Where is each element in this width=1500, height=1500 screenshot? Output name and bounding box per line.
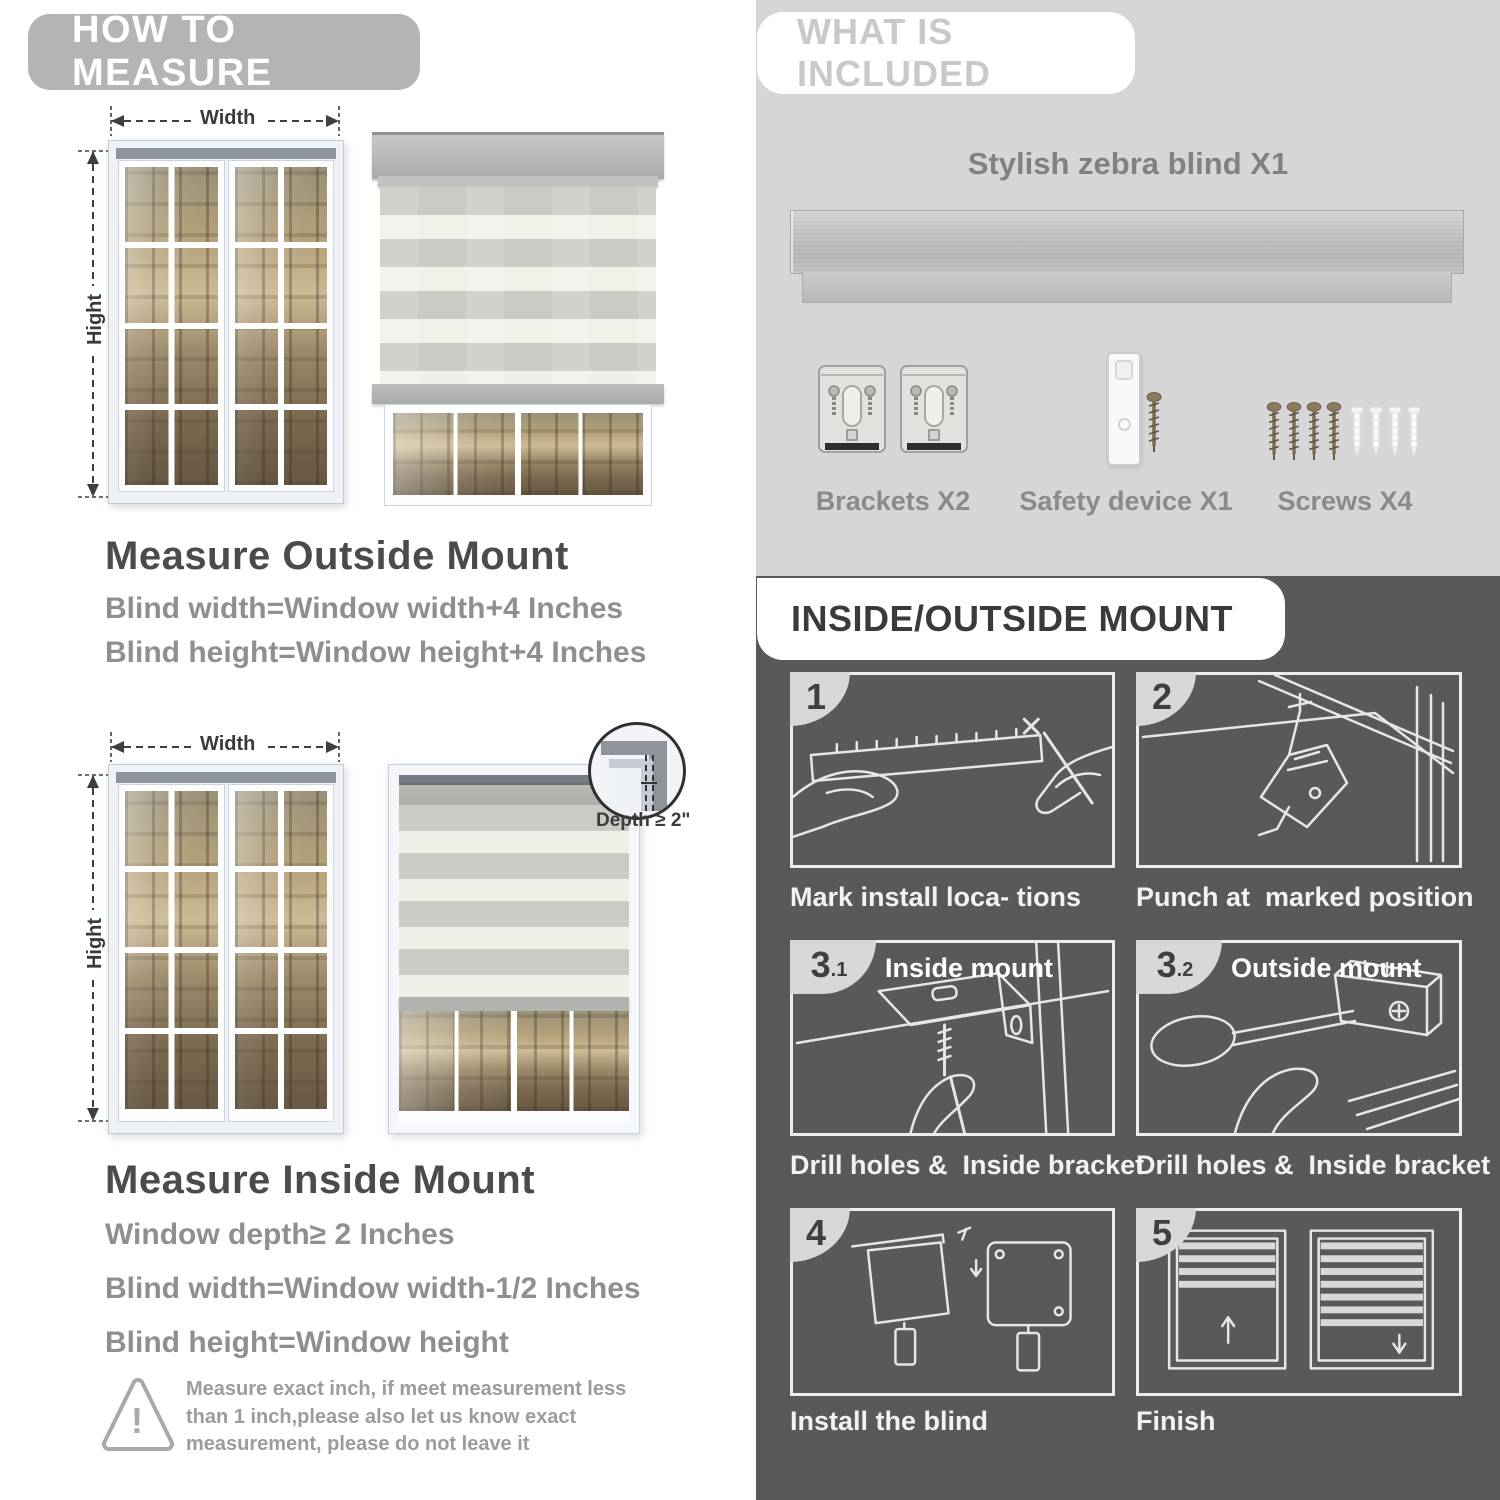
wall-anchor-icon [1369,406,1383,458]
what-is-included-header [757,12,1135,94]
height-arrow-outside [76,148,110,500]
warning-note [186,1376,666,1459]
depth-detail-magnifier [588,722,686,820]
warning-line: measurement, please do not leave it [186,1433,530,1455]
width-dimension-label: Width [192,733,263,756]
step-3-2-box [1136,940,1462,1136]
inside-mount-label: Inside mount [885,953,1053,983]
outside-mount-label: Outside mount [1231,953,1422,983]
step-4-caption: Install the blind [790,1406,989,1436]
outside-mount-rule-width: Blind width=Window width+4 Inches [105,592,624,625]
width-arrow-inside [108,730,342,764]
step-4-box [790,1208,1115,1396]
window-corner-detail-icon [591,725,683,817]
window-muntins [235,167,328,485]
warning-exclamation-mark: ! [131,1400,143,1441]
step-badge: 2 [1136,672,1196,726]
step-3-2-caption: Drill holes & Inside bracket [1136,1150,1491,1180]
window-muntins [125,791,218,1115]
inside-mount-title: Measure Inside Mount [105,1158,536,1202]
step-badge: 4 [790,1208,850,1262]
install-blind-illustration [793,1211,1112,1393]
step-5-caption: Finish [1136,1406,1216,1436]
mount-guide-header [757,578,1285,660]
screw-icon [1326,402,1342,462]
window-muntins [399,1011,629,1111]
blind-stripes [399,805,629,997]
bracket-icon [816,360,888,458]
anchors-group [1350,406,1421,458]
window-top-recess [116,148,336,159]
screw-icon [1306,402,1322,462]
step-1-box [790,672,1115,868]
bracket-icon [898,360,970,458]
width-arrow-outside [108,104,342,138]
wall-anchor-icon [1407,406,1421,458]
step-badge: 3 .2 [1136,940,1222,994]
drill-hole-illustration [1139,675,1459,865]
how-to-measure-title: HOW TO MEASURE [72,9,273,94]
mount-guide-title: INSIDE/OUTSIDE MOUNT [791,598,1234,639]
screw-icon [1286,402,1302,462]
step-2-caption: Punch at marked position [1136,882,1474,912]
inside-mount-rule-depth: Window depth≥ 2 Inches [105,1218,455,1251]
step-1-caption: Mark install loca- tions [790,882,1082,912]
window-below-blind [384,404,652,506]
warning-line: than 1 inch,please also let us know exact [186,1405,577,1428]
window-sash-left [119,785,224,1121]
blind-bottom-rail [399,997,629,1011]
height-dimension-label: Hight [84,286,107,353]
step-5-box [1136,1208,1462,1396]
safety-device-label: Safety device X1 [1019,486,1233,516]
step-2-box [1136,672,1462,868]
window-sash-right [229,785,334,1121]
screws-label: Screws X4 [1277,486,1413,516]
step-badge: 3 .1 [790,940,876,994]
brackets-label: Brackets X2 [815,486,971,516]
wall-anchor-icon [1388,406,1402,458]
window-top-recess [116,772,336,783]
how-to-measure-header [28,9,420,94]
blind-rail-lip [378,176,658,187]
step-3-1-box [790,940,1115,1136]
mark-locations-illustration [793,675,1112,865]
wall-anchor-icon [1350,406,1364,458]
window-sill [399,1111,629,1123]
zebra-blind-headrail-product [790,210,1464,274]
height-dimension-label: Hight [84,910,107,977]
height-arrow-inside [76,772,110,1124]
screws-group [1266,402,1342,462]
step-badge: 1 [790,672,850,726]
blind-bottom-rail [372,384,664,404]
width-dimension-label: Width [192,107,263,130]
screw-icon [1266,402,1282,462]
window-illustration-inside [108,764,344,1134]
depth-note: Depth ≥ 2" [596,810,691,831]
blind-stripes [380,187,656,384]
finish-illustration [1139,1211,1459,1393]
window-muntins [393,413,643,495]
what-is-included-title: WHAT IS INCLUDED [797,11,991,94]
inside-mount-rule-height: Blind height=Window height [105,1326,509,1359]
window-sash-left [119,161,224,491]
window-sash-right [229,161,334,491]
warning-line: Measure exact inch, if meet measurement less [186,1378,627,1400]
warning-triangle-icon [100,1374,176,1456]
step-badge: 5 [1136,1208,1196,1262]
window-illustration-outside [108,140,344,504]
outside-mount-rule-height: Blind height=Window height+4 Inches [105,636,647,669]
screw-icon [1146,392,1162,459]
zebra-blind-headrail-underside [802,272,1452,303]
zebra-blind-illustration-outside [372,132,664,504]
product-label: Stylish zebra blind X1 [967,146,1289,181]
window-muntins [125,167,218,485]
inside-mount-rule-width: Blind width=Window width-1/2 Inches [105,1272,641,1305]
blind-head-rail [372,132,664,179]
step-3-1-caption: Drill holes & Inside bracket [790,1150,1145,1180]
safety-device-icon [1107,352,1141,466]
outside-mount-title: Measure Outside Mount [105,534,569,578]
window-muntins [235,791,328,1115]
